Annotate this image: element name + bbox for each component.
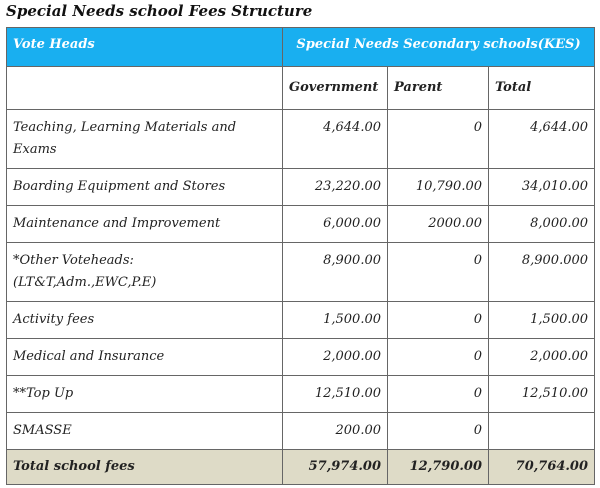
empty-header-cell [7, 67, 283, 110]
total-cell: 12,510.00 [489, 376, 595, 413]
table-header-row [7, 28, 595, 67]
table-row [7, 243, 595, 302]
vote-head-cell: SMASSE [7, 413, 283, 450]
table-row [7, 302, 595, 339]
total-cell [489, 413, 595, 450]
government-cell: 200.00 [283, 413, 388, 450]
table-row [7, 413, 595, 450]
vote-heads-header: Vote Heads [7, 28, 283, 67]
government-total-cell: 57,974.00 [283, 450, 388, 485]
parent-cell: 0 [388, 110, 489, 169]
parent-cell: 0 [388, 376, 489, 413]
vote-head-cell: *Other Voteheads:(LT&T,Adm.,EWC,P.E) [7, 243, 283, 302]
parent-cell: 0 [388, 339, 489, 376]
table-row [7, 376, 595, 413]
total-cell: 4,644.00 [489, 110, 595, 169]
parent-total-cell: 12,790.00 [388, 450, 489, 485]
table-row [7, 339, 595, 376]
total-row [7, 450, 595, 485]
total-cell: 2,000.00 [489, 339, 595, 376]
total-cell: 8,000.00 [489, 206, 595, 243]
vote-head-cell: Maintenance and Improvement [7, 206, 283, 243]
fees-table [6, 27, 595, 485]
vote-head-cell: Teaching, Learning Materials and Exams [7, 110, 283, 169]
vote-head-cell: Boarding Equipment and Stores [7, 169, 283, 206]
table-row [7, 110, 595, 169]
parent-cell: 0 [388, 243, 489, 302]
government-cell: 2,000.00 [283, 339, 388, 376]
total-label-cell: Total school fees [7, 450, 283, 485]
total-cell: 34,010.00 [489, 169, 595, 206]
vote-head-cell: Medical and Insurance [7, 339, 283, 376]
government-cell: 1,500.00 [283, 302, 388, 339]
parent-column-header: Parent [388, 67, 489, 110]
total-column-header: Total [489, 67, 595, 110]
table-row [7, 206, 595, 243]
government-cell: 6,000.00 [283, 206, 388, 243]
government-cell: 23,220.00 [283, 169, 388, 206]
vote-head-cell: Activity fees [7, 302, 283, 339]
total-cell: 8,900.000 [489, 243, 595, 302]
parent-cell: 2000.00 [388, 206, 489, 243]
total-cell: 1,500.00 [489, 302, 595, 339]
parent-cell: 0 [388, 413, 489, 450]
table-row [7, 169, 595, 206]
grand-total-cell: 70,764.00 [489, 450, 595, 485]
page-title: Special Needs school Fees Structure [6, 2, 313, 20]
government-cell: 12,510.00 [283, 376, 388, 413]
government-cell: 4,644.00 [283, 110, 388, 169]
vote-head-cell: **Top Up [7, 376, 283, 413]
government-cell: 8,900.00 [283, 243, 388, 302]
government-column-header: Government [283, 67, 388, 110]
column-header-row [7, 67, 595, 110]
group-header: Special Needs Secondary schools(KES) [283, 28, 595, 67]
parent-cell: 10,790.00 [388, 169, 489, 206]
parent-cell: 0 [388, 302, 489, 339]
